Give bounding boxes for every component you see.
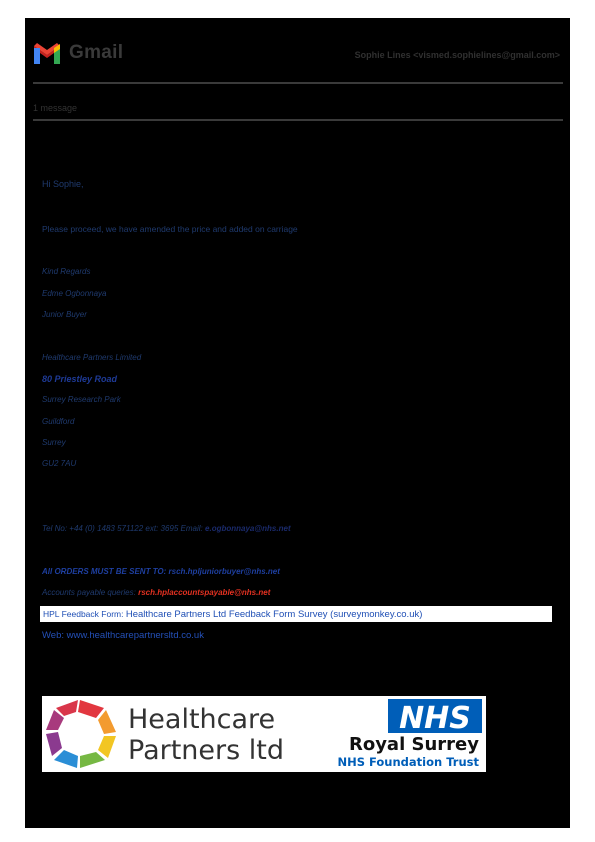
email-print-page: [25, 18, 570, 828]
greeting: Hi Sophie,: [42, 179, 84, 189]
sender-name: Edme Ogbonnaya: [42, 289, 107, 298]
accounts-label: Accounts payable queries:: [42, 588, 136, 597]
address-line1: 80 Priestley Road: [42, 374, 118, 384]
web-row: [42, 630, 204, 641]
address-county: Surrey: [42, 438, 66, 447]
website-link[interactable]: www.healthcarepartnersltd.co.uk: [66, 630, 204, 641]
gmail-icon: [32, 42, 62, 64]
contact-line: [42, 524, 291, 533]
hpl-name-line2: Partners ltd: [128, 735, 285, 766]
trust-name: Royal Surrey: [348, 734, 479, 755]
tel-email-link[interactable]: e.ogbonnaya@nhs.net: [205, 524, 291, 533]
accounts-email-link[interactable]: rsch.hplaccountspayable@nhs.net: [138, 588, 271, 597]
nhs-badge-text: NHS: [399, 701, 471, 736]
sender-title: Junior Buyer: [42, 310, 87, 319]
hpl-name-line1: Healthcare: [128, 704, 276, 735]
orders-line: [42, 567, 280, 576]
divider: [33, 82, 563, 84]
email-body: Please proceed, we have amended the price and added on carriage: [42, 224, 298, 234]
orders-label: All ORDERS MUST BE SENT TO:: [42, 567, 167, 576]
nhs-badge: [388, 699, 482, 736]
web-label: Web:: [42, 630, 65, 641]
feedback-form-link[interactable]: Healthcare Partners Ltd Feedback Form Survey (surveymonkey.co.uk): [125, 609, 423, 620]
feedback-label: HPL Feedback Form:: [43, 609, 124, 619]
address-line2: Surrey Research Park: [42, 395, 121, 404]
hpl-hexagon-logo-icon: [46, 700, 116, 768]
sender-address: Sophie Lines <vismed.sophielines@gmail.com>: [354, 50, 560, 60]
company-name: Healthcare Partners Limited: [42, 353, 142, 362]
address-city: Guildford: [42, 417, 75, 426]
gmail-logo-text: Gmail: [69, 42, 124, 63]
trust-subtitle: NHS Foundation Trust: [337, 755, 479, 769]
divider: [33, 119, 563, 121]
signature-banner: [42, 696, 486, 772]
accounts-line: [42, 588, 270, 597]
signoff: Kind Regards: [42, 267, 91, 276]
feedback-row: [40, 606, 552, 622]
tel-label: Tel No: +44 (0) 1483 571122 ext: 3695 Email:: [42, 524, 203, 533]
orders-email-link[interactable]: rsch.hpljuniorbuyer@nhs.net: [168, 567, 280, 576]
message-count: 1 message: [33, 103, 78, 113]
address-postcode: GU2 7AU: [42, 459, 77, 468]
